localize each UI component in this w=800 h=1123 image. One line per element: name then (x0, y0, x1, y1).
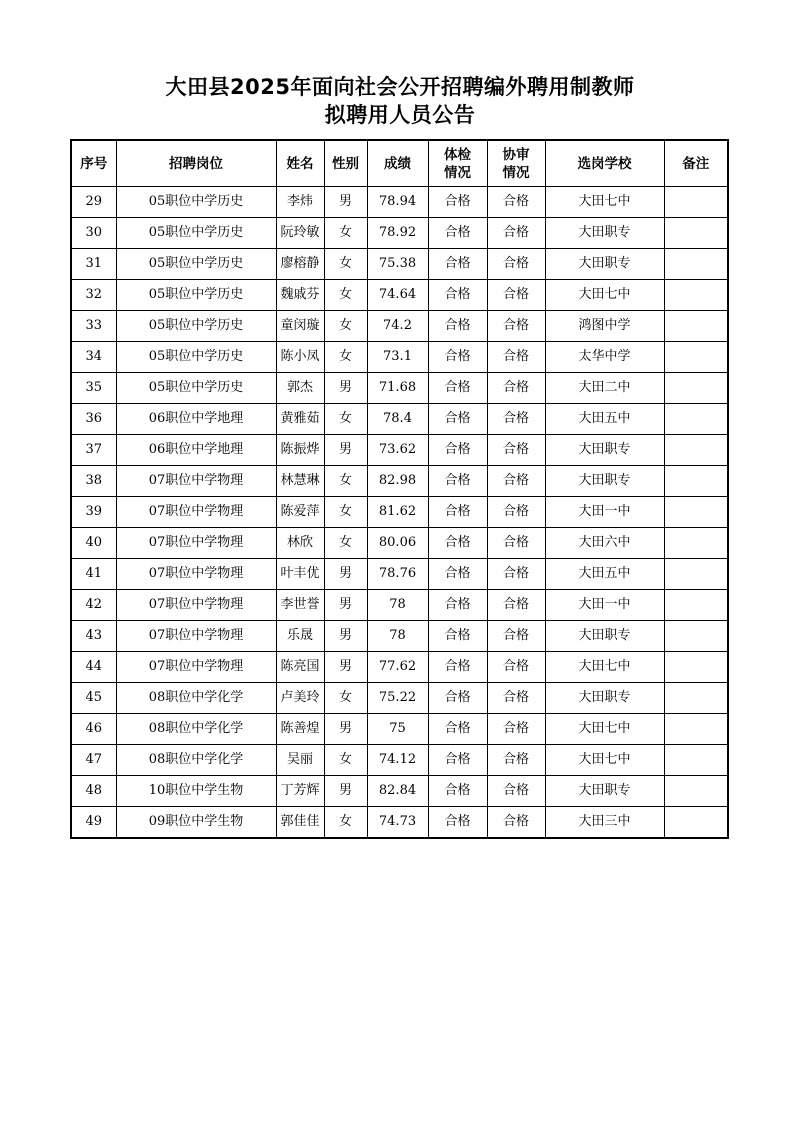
cell-gender: 男 (324, 187, 367, 218)
cell-seq: 41 (71, 559, 116, 590)
cell-post: 05职位中学历史 (116, 373, 276, 404)
cell-gender: 男 (324, 621, 367, 652)
cell-post: 08职位中学化学 (116, 714, 276, 745)
cell-note (664, 311, 728, 342)
cell-review: 合格 (487, 745, 545, 776)
cell-note (664, 404, 728, 435)
cell-review: 合格 (487, 373, 545, 404)
cell-name: 乐晟 (276, 621, 324, 652)
cell-score: 73.1 (367, 342, 428, 373)
cell-post: 08职位中学化学 (116, 683, 276, 714)
cell-review: 合格 (487, 776, 545, 807)
cell-school: 大田一中 (545, 590, 664, 621)
cell-review: 合格 (487, 342, 545, 373)
header-school: 选岗学校 (545, 140, 664, 187)
cell-gender: 男 (324, 373, 367, 404)
cell-post: 08职位中学化学 (116, 745, 276, 776)
cell-score: 78.4 (367, 404, 428, 435)
table-row (71, 559, 728, 590)
cell-physical: 合格 (428, 311, 487, 342)
cell-review: 合格 (487, 218, 545, 249)
cell-seq: 39 (71, 497, 116, 528)
cell-seq: 46 (71, 714, 116, 745)
cell-seq: 47 (71, 745, 116, 776)
cell-score: 74.64 (367, 280, 428, 311)
header-name: 姓名 (276, 140, 324, 187)
table-row (71, 621, 728, 652)
cell-name: 陈善煌 (276, 714, 324, 745)
cell-score: 75.22 (367, 683, 428, 714)
cell-gender: 男 (324, 652, 367, 683)
cell-name: 吴丽 (276, 745, 324, 776)
cell-post: 07职位中学物理 (116, 497, 276, 528)
cell-gender: 女 (324, 218, 367, 249)
cell-score: 77.62 (367, 652, 428, 683)
cell-score: 74.12 (367, 745, 428, 776)
cell-school: 大田五中 (545, 404, 664, 435)
table-row (71, 218, 728, 249)
cell-school: 大田职专 (545, 466, 664, 497)
cell-school: 鸿图中学 (545, 311, 664, 342)
table-row (71, 497, 728, 528)
cell-score: 81.62 (367, 497, 428, 528)
cell-gender: 女 (324, 280, 367, 311)
header-physical (428, 140, 487, 187)
cell-review: 合格 (487, 249, 545, 280)
header-score: 成绩 (367, 140, 428, 187)
cell-school: 大田七中 (545, 280, 664, 311)
cell-school: 太华中学 (545, 342, 664, 373)
cell-seq: 45 (71, 683, 116, 714)
cell-seq: 49 (71, 807, 116, 839)
cell-name: 郭杰 (276, 373, 324, 404)
cell-seq: 35 (71, 373, 116, 404)
cell-note (664, 435, 728, 466)
cell-review: 合格 (487, 590, 545, 621)
cell-post: 07职位中学物理 (116, 559, 276, 590)
cell-note (664, 218, 728, 249)
cell-note (664, 280, 728, 311)
cell-physical: 合格 (428, 342, 487, 373)
cell-seq: 30 (71, 218, 116, 249)
table-row (71, 714, 728, 745)
cell-score: 80.06 (367, 528, 428, 559)
header-seq: 序号 (71, 140, 116, 187)
cell-post: 07职位中学物理 (116, 621, 276, 652)
cell-name: 陈亮国 (276, 652, 324, 683)
cell-physical: 合格 (428, 776, 487, 807)
cell-physical: 合格 (428, 218, 487, 249)
cell-physical: 合格 (428, 404, 487, 435)
header-review (487, 140, 545, 187)
cell-note (664, 683, 728, 714)
candidate-table (70, 139, 729, 839)
cell-physical: 合格 (428, 652, 487, 683)
cell-school: 大田职专 (545, 435, 664, 466)
cell-name: 魏戚芬 (276, 280, 324, 311)
cell-review: 合格 (487, 559, 545, 590)
table-row (71, 280, 728, 311)
cell-note (664, 373, 728, 404)
cell-review: 合格 (487, 497, 545, 528)
cell-note (664, 776, 728, 807)
cell-note (664, 187, 728, 218)
cell-name: 郭佳佳 (276, 807, 324, 839)
cell-seq: 38 (71, 466, 116, 497)
cell-review: 合格 (487, 528, 545, 559)
cell-school: 大田三中 (545, 807, 664, 839)
cell-school: 大田职专 (545, 249, 664, 280)
header-gender: 性别 (324, 140, 367, 187)
cell-gender: 男 (324, 559, 367, 590)
cell-seq: 36 (71, 404, 116, 435)
table-row (71, 435, 728, 466)
cell-review: 合格 (487, 807, 545, 839)
cell-school: 大田职专 (545, 776, 664, 807)
table-row (71, 652, 728, 683)
cell-gender: 男 (324, 590, 367, 621)
cell-school: 大田职专 (545, 621, 664, 652)
cell-gender: 女 (324, 342, 367, 373)
cell-gender: 女 (324, 745, 367, 776)
cell-name: 陈振烨 (276, 435, 324, 466)
cell-physical: 合格 (428, 683, 487, 714)
cell-school: 大田职专 (545, 218, 664, 249)
document-title: 大田县2025年面向社会公开招聘编外聘用制教师 (165, 75, 635, 99)
table-header-row (71, 140, 728, 187)
table-row (71, 311, 728, 342)
cell-post: 09职位中学生物 (116, 807, 276, 839)
header-post: 招聘岗位 (116, 140, 276, 187)
cell-note (664, 621, 728, 652)
cell-note (664, 342, 728, 373)
cell-score: 78.94 (367, 187, 428, 218)
cell-physical: 合格 (428, 559, 487, 590)
cell-review: 合格 (487, 435, 545, 466)
cell-physical: 合格 (428, 714, 487, 745)
cell-review: 合格 (487, 652, 545, 683)
cell-school: 大田七中 (545, 714, 664, 745)
cell-review: 合格 (487, 714, 545, 745)
cell-physical: 合格 (428, 466, 487, 497)
table-row (71, 807, 728, 839)
cell-physical: 合格 (428, 280, 487, 311)
cell-note (664, 745, 728, 776)
cell-review: 合格 (487, 466, 545, 497)
cell-seq: 48 (71, 776, 116, 807)
cell-post: 05职位中学历史 (116, 342, 276, 373)
cell-physical: 合格 (428, 745, 487, 776)
cell-school: 大田七中 (545, 187, 664, 218)
table-row (71, 528, 728, 559)
cell-physical: 合格 (428, 528, 487, 559)
cell-name: 林慧琳 (276, 466, 324, 497)
cell-school: 大田五中 (545, 559, 664, 590)
cell-gender: 女 (324, 807, 367, 839)
cell-gender: 女 (324, 311, 367, 342)
cell-gender: 女 (324, 249, 367, 280)
table-row (71, 683, 728, 714)
cell-score: 78 (367, 590, 428, 621)
cell-score: 74.2 (367, 311, 428, 342)
cell-physical: 合格 (428, 187, 487, 218)
cell-review: 合格 (487, 280, 545, 311)
cell-score: 75 (367, 714, 428, 745)
cell-post: 07职位中学物理 (116, 652, 276, 683)
cell-name: 李世誉 (276, 590, 324, 621)
cell-seq: 33 (71, 311, 116, 342)
cell-note (664, 652, 728, 683)
cell-post: 10职位中学生物 (116, 776, 276, 807)
cell-name: 陈小凤 (276, 342, 324, 373)
cell-post: 05职位中学历史 (116, 280, 276, 311)
cell-school: 大田七中 (545, 745, 664, 776)
cell-school: 大田职专 (545, 683, 664, 714)
cell-school: 大田一中 (545, 497, 664, 528)
cell-note (664, 528, 728, 559)
cell-post: 05职位中学历史 (116, 249, 276, 280)
cell-gender: 男 (324, 776, 367, 807)
cell-post: 05职位中学历史 (116, 187, 276, 218)
cell-school: 大田二中 (545, 373, 664, 404)
cell-review: 合格 (487, 621, 545, 652)
cell-seq: 44 (71, 652, 116, 683)
cell-post: 07职位中学物理 (116, 590, 276, 621)
cell-name: 丁芳辉 (276, 776, 324, 807)
cell-score: 78.92 (367, 218, 428, 249)
cell-post: 07职位中学物理 (116, 528, 276, 559)
cell-score: 78 (367, 621, 428, 652)
cell-name: 卢美玲 (276, 683, 324, 714)
table-row (71, 776, 728, 807)
cell-physical: 合格 (428, 373, 487, 404)
cell-school: 大田七中 (545, 652, 664, 683)
cell-gender: 男 (324, 714, 367, 745)
cell-physical: 合格 (428, 590, 487, 621)
cell-note (664, 590, 728, 621)
table-row (71, 342, 728, 373)
cell-seq: 29 (71, 187, 116, 218)
cell-gender: 女 (324, 683, 367, 714)
cell-review: 合格 (487, 311, 545, 342)
cell-seq: 43 (71, 621, 116, 652)
header-note: 备注 (664, 140, 728, 187)
cell-name: 黄雅茹 (276, 404, 324, 435)
cell-physical: 合格 (428, 435, 487, 466)
cell-score: 82.84 (367, 776, 428, 807)
cell-physical: 合格 (428, 621, 487, 652)
table-row (71, 590, 728, 621)
cell-name: 阮玲敏 (276, 218, 324, 249)
cell-note (664, 466, 728, 497)
cell-post: 06职位中学地理 (116, 435, 276, 466)
cell-review: 合格 (487, 404, 545, 435)
cell-score: 75.38 (367, 249, 428, 280)
table-row (71, 745, 728, 776)
cell-note (664, 249, 728, 280)
table-row (71, 187, 728, 218)
cell-physical: 合格 (428, 497, 487, 528)
cell-name: 叶丰优 (276, 559, 324, 590)
cell-physical: 合格 (428, 249, 487, 280)
cell-score: 71.68 (367, 373, 428, 404)
cell-score: 73.62 (367, 435, 428, 466)
cell-score: 74.73 (367, 807, 428, 839)
cell-seq: 34 (71, 342, 116, 373)
cell-review: 合格 (487, 187, 545, 218)
header-physical-line1: 体检 (444, 146, 471, 163)
cell-name: 廖榕静 (276, 249, 324, 280)
header-review-line2: 情况 (502, 164, 530, 181)
table-row (71, 249, 728, 280)
cell-name: 童闵璇 (276, 311, 324, 342)
cell-gender: 女 (324, 497, 367, 528)
cell-post: 06职位中学地理 (116, 404, 276, 435)
cell-score: 78.76 (367, 559, 428, 590)
cell-seq: 37 (71, 435, 116, 466)
cell-name: 林欣 (276, 528, 324, 559)
cell-post: 05职位中学历史 (116, 311, 276, 342)
cell-score: 82.98 (367, 466, 428, 497)
cell-school: 大田六中 (545, 528, 664, 559)
cell-gender: 女 (324, 528, 367, 559)
cell-note (664, 497, 728, 528)
cell-seq: 40 (71, 528, 116, 559)
cell-seq: 42 (71, 590, 116, 621)
cell-post: 05职位中学历史 (116, 218, 276, 249)
cell-gender: 男 (324, 435, 367, 466)
cell-note (664, 559, 728, 590)
cell-physical: 合格 (428, 807, 487, 839)
header-physical-line2: 情况 (444, 164, 471, 181)
document-subtitle: 拟聘用人员公告 (324, 103, 476, 127)
table-row (71, 373, 728, 404)
cell-name: 李炜 (276, 187, 324, 218)
table-row (71, 466, 728, 497)
cell-gender: 女 (324, 466, 367, 497)
header-review-line1: 协审 (502, 146, 530, 163)
cell-gender: 女 (324, 404, 367, 435)
cell-post: 07职位中学物理 (116, 466, 276, 497)
cell-note (664, 714, 728, 745)
cell-review: 合格 (487, 683, 545, 714)
cell-note (664, 807, 728, 839)
table-row (71, 404, 728, 435)
cell-name: 陈爱萍 (276, 497, 324, 528)
cell-seq: 31 (71, 249, 116, 280)
cell-seq: 32 (71, 280, 116, 311)
